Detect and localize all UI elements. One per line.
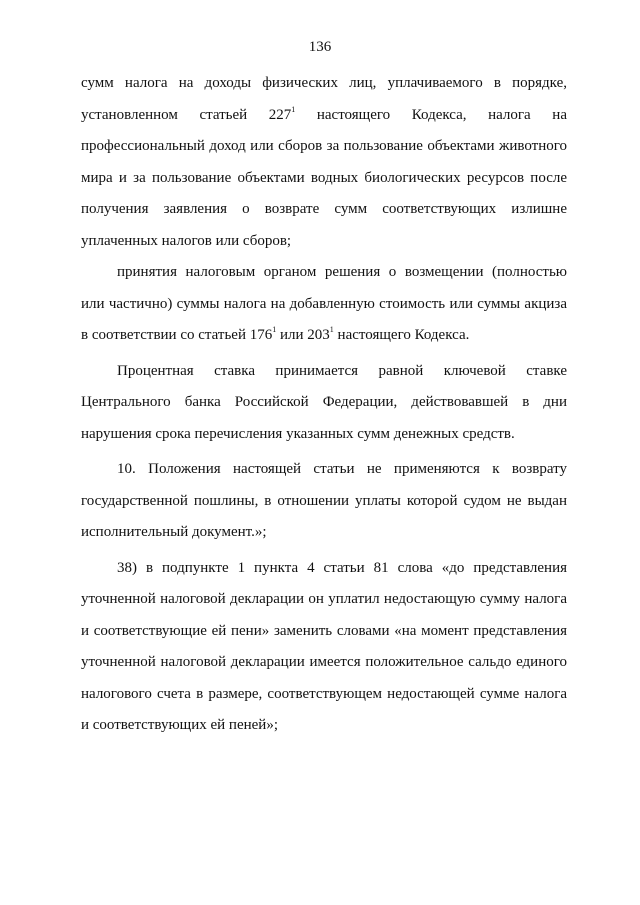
- text-line: налогового счета в размере, соответствующем недостающей сумме налога: [81, 685, 567, 702]
- text-line: и соответствующие ей пени» заменить словами «на момент представления: [81, 622, 567, 639]
- paragraph-item-10: [81, 454, 567, 549]
- text-line: мира и за пользование объектами водных биологических ресурсов после: [81, 169, 567, 186]
- paragraph-refund-continuation: [81, 68, 567, 257]
- text-line: или частично) суммы налога на добавленную стоимость или суммы акциза: [81, 295, 567, 312]
- superscript: 1: [329, 325, 334, 334]
- text-fragment: или 203: [276, 327, 330, 343]
- text-line: [81, 320, 567, 352]
- superscript: 1: [272, 325, 277, 334]
- text-line: нарушения срока перечисления указанных сумм денежных средств.: [81, 425, 515, 442]
- text-line: уточненной налоговой декларации он уплатил недостающую сумму налога: [81, 591, 567, 607]
- text-line: уточненной налоговой декларации имеется положительное сальдо единого: [81, 654, 567, 670]
- text-line: 10. Положения настоящей статьи не применяются к возврату: [117, 461, 567, 477]
- text-fragment: установленном статьей 227: [81, 106, 292, 123]
- text-line: Процентная ставка принимается равной ключевой ставке: [117, 362, 567, 379]
- text-line: 38) в подпункте 1 пункта 4 статьи 81 слова «до представления: [117, 559, 567, 576]
- text-fragment: настоящего Кодекса, налога на: [295, 106, 567, 123]
- text-line: государственной пошлины, в отношении уплаты которой судом не выдан: [81, 492, 567, 509]
- text-line: принятия налоговым органом решения о возмещении (полностью: [117, 264, 567, 280]
- text-line: исполнительный документ.»;: [81, 524, 267, 540]
- text-line: сумм налога на доходы физических лиц, уплачиваемого в порядке,: [81, 75, 567, 91]
- page-number: 136: [308, 39, 332, 55]
- text-line: Центрального банка Российской Федерации, действовавшей в дни: [81, 394, 567, 410]
- text-fragment: настоящего Кодекса.: [333, 327, 470, 343]
- superscript: 1: [291, 104, 296, 114]
- document-body: [81, 68, 567, 742]
- text-line: профессиональный доход или сборов за пользование объектами животного: [81, 138, 567, 154]
- text-line: [81, 100, 567, 132]
- paragraph-vat-refund-decision: [81, 257, 567, 352]
- text-line: уплаченных налогов или сборов;: [81, 232, 292, 249]
- text-line: получения заявления о возврате сумм соответствующих излишне: [81, 201, 567, 217]
- text-fragment: в соответствии со статьей 176: [81, 327, 273, 343]
- text-line: и соответствующих ей пеней»;: [81, 717, 278, 733]
- paragraph-interest-rate: [81, 356, 567, 451]
- paragraph-item-38: [81, 553, 567, 742]
